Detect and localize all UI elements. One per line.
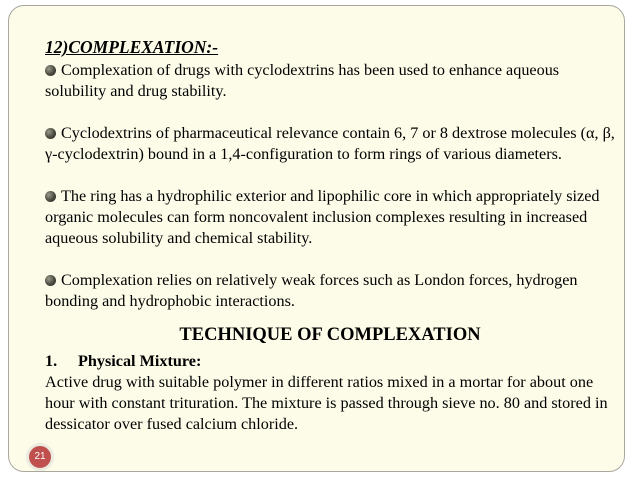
bullet-text: Complexation of drugs with cyclodextrins has been used to enhance aqueous solubility and drug stability. <box>45 61 560 100</box>
bullet-text: Complexation relies on relatively weak forces such as London forces, hydrogen bonding and hydrophobic interactions. <box>45 271 578 310</box>
bullet-text: The ring has a hydrophilic exterior and lipophilic core in which appropriately sized organic molecules can form noncovalent inclusion complexes resulting in increased aqueous solubility and chemical stability. <box>45 187 600 247</box>
slide-frame <box>8 5 625 472</box>
page-number-badge: 21 <box>26 443 54 471</box>
bullet-icon <box>45 191 56 202</box>
bullet-item <box>45 186 615 249</box>
subsection-heading <box>45 351 615 372</box>
bullet-icon <box>45 128 56 139</box>
slide-title: 12)COMPLEXATION:- <box>45 37 219 57</box>
subsection-title: Physical Mixture: <box>78 352 202 370</box>
bullet-icon <box>45 275 56 286</box>
bullet-text: Cyclodextrins of pharmaceutical relevance contain 6, 7 or 8 dextrose molecules (α, β, γ-cyclodextrin) bound in a 1,4-configuration to form rings of various diameters. <box>45 124 615 163</box>
slide-content <box>45 36 615 435</box>
bullet-item <box>45 60 615 102</box>
subsection-number: 1. <box>45 352 58 370</box>
bullet-item <box>45 123 615 165</box>
bullet-icon <box>45 65 56 76</box>
bullet-item <box>45 270 615 312</box>
subsection-body: Active drug with suitable polymer in different ratios mixed in a mortar for about one hour with constant trituration. The mixture is passed through sieve no. 80 and stored in dessicator over fused calcium chloride. <box>45 373 608 433</box>
section-heading: TECHNIQUE OF COMPLEXATION <box>179 325 481 345</box>
